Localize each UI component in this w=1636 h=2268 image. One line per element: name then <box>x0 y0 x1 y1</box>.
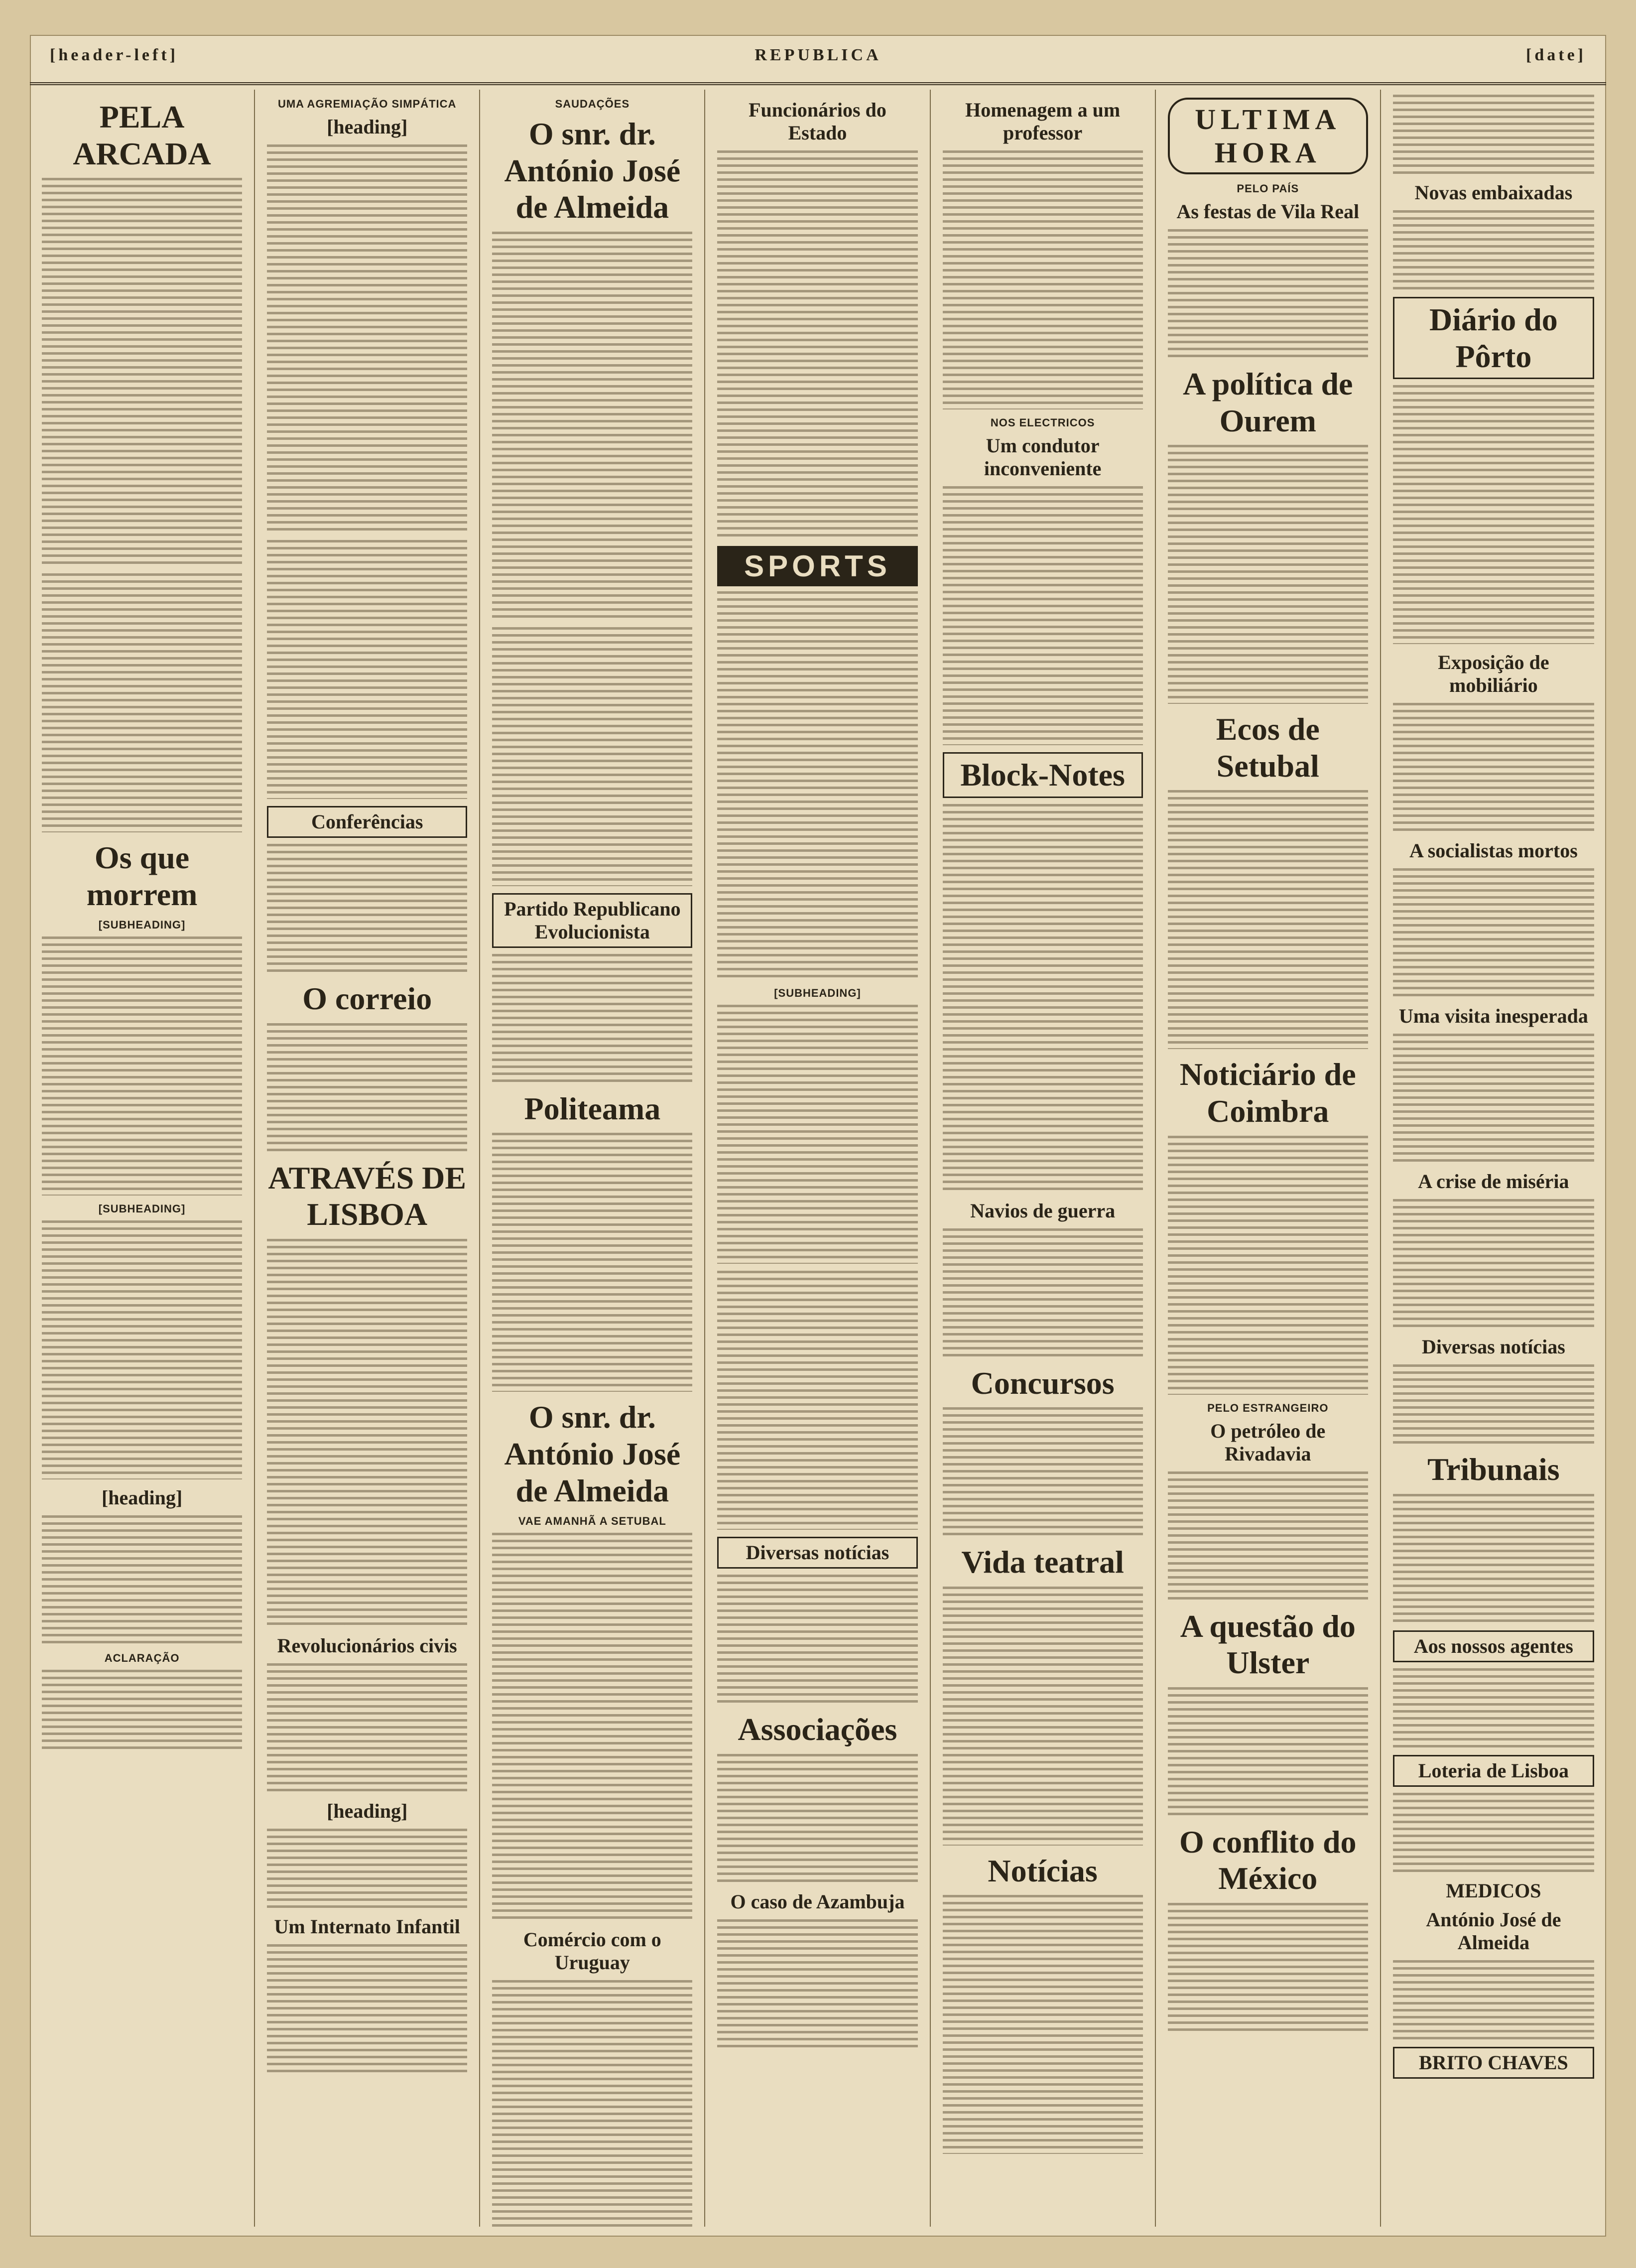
body-text <box>1168 790 1368 1049</box>
body-text <box>1393 385 1594 644</box>
article-headline: Politeama <box>524 1090 661 1126</box>
body-text <box>267 144 467 533</box>
column <box>480 90 705 2227</box>
section-label: [SUBHEADING] <box>98 919 186 932</box>
body-text <box>42 573 242 832</box>
article-headline: BRITO CHAVES <box>1393 2047 1594 2079</box>
body-text <box>267 844 467 973</box>
body-text <box>1168 445 1368 704</box>
article-headline: [heading] <box>101 1486 183 1509</box>
body-text <box>42 1220 242 1479</box>
body-text <box>943 486 1143 745</box>
body-text <box>1393 1199 1594 1329</box>
section-label: PELO PAÍS <box>1237 182 1299 195</box>
section-label: VAE AMANHÃ A SETUBAL <box>518 1515 666 1528</box>
article-headline: O snr. dr. António José de Almeida <box>504 1399 681 1508</box>
body-text <box>1168 1136 1368 1395</box>
article-headline: Revolucionários civis <box>277 1634 457 1657</box>
masthead-date: [date] <box>1526 46 1586 64</box>
body-text <box>1393 1960 1594 2040</box>
body-text <box>943 1587 1143 1846</box>
article-headline: Um condutor inconveniente <box>984 434 1102 480</box>
body-text <box>492 232 692 620</box>
newspaper-page <box>30 35 1606 2237</box>
body-text <box>1393 1668 1594 1748</box>
article-headline: Uma visita inesperada <box>1398 1005 1588 1028</box>
article-headline: Aos nossos agentes <box>1393 1630 1594 1662</box>
body-text <box>267 540 467 799</box>
article-headline: PELA ARCADA <box>73 99 211 171</box>
body-text <box>267 1944 467 2074</box>
column <box>1156 90 1381 2227</box>
body-text <box>717 1271 917 1530</box>
body-text <box>1393 1364 1594 1444</box>
article-headline: António José de Almeida <box>1426 1908 1561 1954</box>
body-text <box>1393 1034 1594 1163</box>
article-headline: Vida teatral <box>961 1544 1124 1580</box>
body-text <box>42 1670 242 1749</box>
body-text <box>267 1663 467 1793</box>
article-headline: O correio <box>302 981 432 1016</box>
section-label: [SUBHEADING] <box>774 987 861 999</box>
masthead-left: [header-left] <box>50 46 178 64</box>
body-text <box>717 1754 917 1883</box>
article-headline: [heading] <box>327 1799 408 1822</box>
masthead <box>30 35 1606 85</box>
article-headline: MEDICOS <box>1446 1879 1541 1902</box>
section-label: [SUBHEADING] <box>98 1202 186 1215</box>
article-headline: Block-Notes <box>943 752 1143 798</box>
body-text <box>492 954 692 1083</box>
article-headline: O petróleo de Rivadavia <box>1210 1419 1326 1465</box>
article-headline: Exposição de mobiliário <box>1438 651 1549 697</box>
column <box>1381 90 1606 2227</box>
column <box>255 90 480 2227</box>
article-headline: O caso de Azambuja <box>730 1890 905 1913</box>
article-headline: Diversas notícias <box>717 1537 917 1569</box>
body-text <box>943 1407 1143 1537</box>
article-headline: Associações <box>738 1712 897 1747</box>
body-text <box>717 1919 917 2049</box>
article-headline: A questão do Ulster <box>1180 1608 1356 1681</box>
body-text <box>492 1133 692 1392</box>
article-headline: Ecos de Setubal <box>1216 711 1320 784</box>
article-headline: Tribunais <box>1427 1452 1560 1487</box>
article-headline: Homenagem a um professor <box>965 99 1121 144</box>
body-text <box>1168 1471 1368 1601</box>
article-headline: Comércio com o Uruguay <box>523 1928 661 1974</box>
column <box>30 90 255 2227</box>
body-text <box>267 1829 467 1908</box>
body-text <box>42 1515 242 1645</box>
article-headline: Noticiário de Coimbra <box>1179 1057 1356 1129</box>
body-text <box>1393 868 1594 998</box>
article-headline: Conferências <box>267 806 467 838</box>
body-text <box>1393 1793 1594 1872</box>
article-headline: A socialistas mortos <box>1409 839 1578 862</box>
article-headline: Um Internato Infantil <box>274 1915 460 1938</box>
body-text <box>1168 1903 1368 2032</box>
article-headline: Os que morrem <box>86 840 198 912</box>
section-label: ACLARAÇÃO <box>104 1652 180 1665</box>
body-text <box>943 1228 1143 1358</box>
body-text <box>492 1533 692 1921</box>
body-text <box>1393 1494 1594 1623</box>
article-headline: Novas embaixadas <box>1414 181 1573 204</box>
column <box>705 90 930 2227</box>
article-headline: Funcionários do Estado <box>749 99 886 144</box>
body-text <box>267 1239 467 1627</box>
body-text <box>1393 95 1594 174</box>
masthead-title: REPUBLICA <box>755 46 881 64</box>
article-headline: A política de Ourem <box>1183 366 1353 438</box>
article-headline: Notícias <box>988 1853 1098 1888</box>
section-label: NOS ELECTRICOS <box>990 416 1095 429</box>
article-headline: O conflito do México <box>1179 1824 1357 1896</box>
body-text <box>717 591 917 980</box>
article-headline: Diário do Pôrto <box>1393 297 1594 379</box>
body-text <box>42 936 242 1196</box>
body-text <box>717 150 917 539</box>
body-text <box>1393 210 1594 290</box>
body-text <box>943 150 1143 409</box>
sports-banner: SPORTS <box>717 546 917 586</box>
article-headline: Concursos <box>971 1365 1115 1401</box>
body-text <box>1168 1687 1368 1817</box>
body-text <box>492 1980 692 2227</box>
section-label: SAUDAÇÕES <box>555 98 630 110</box>
ultima-hora-banner: ULTIMA HORA <box>1168 98 1368 174</box>
column <box>931 90 1156 2227</box>
body-text <box>267 1023 467 1153</box>
article-headline: [heading] <box>327 116 408 138</box>
body-text <box>943 1895 1143 2154</box>
article-headline: Partido Republicano Evolucionista <box>492 893 692 948</box>
body-text <box>42 178 242 566</box>
body-text <box>943 804 1143 1193</box>
body-text <box>717 1575 917 1704</box>
article-headline: A crise de miséria <box>1418 1170 1569 1193</box>
section-label: UMA AGREMIAÇÃO SIMPÁTICA <box>277 98 457 110</box>
article-headline: Navios de guerra <box>970 1199 1116 1222</box>
body-text <box>1393 703 1594 832</box>
article-headline: Loteria de Lisboa <box>1393 1755 1594 1787</box>
article-headline: As festas de Vila Real <box>1176 200 1360 223</box>
body-text <box>492 627 692 886</box>
section-label: PELO ESTRANGEIRO <box>1207 1401 1329 1414</box>
article-headline: ATRAVÉS DE LISBOA <box>268 1160 467 1232</box>
columns <box>30 90 1606 2227</box>
body-text <box>1168 229 1368 359</box>
article-headline: O snr. dr. António José de Almeida <box>504 116 681 225</box>
article-headline: Diversas notícias <box>1422 1335 1565 1358</box>
body-text <box>717 1005 917 1264</box>
